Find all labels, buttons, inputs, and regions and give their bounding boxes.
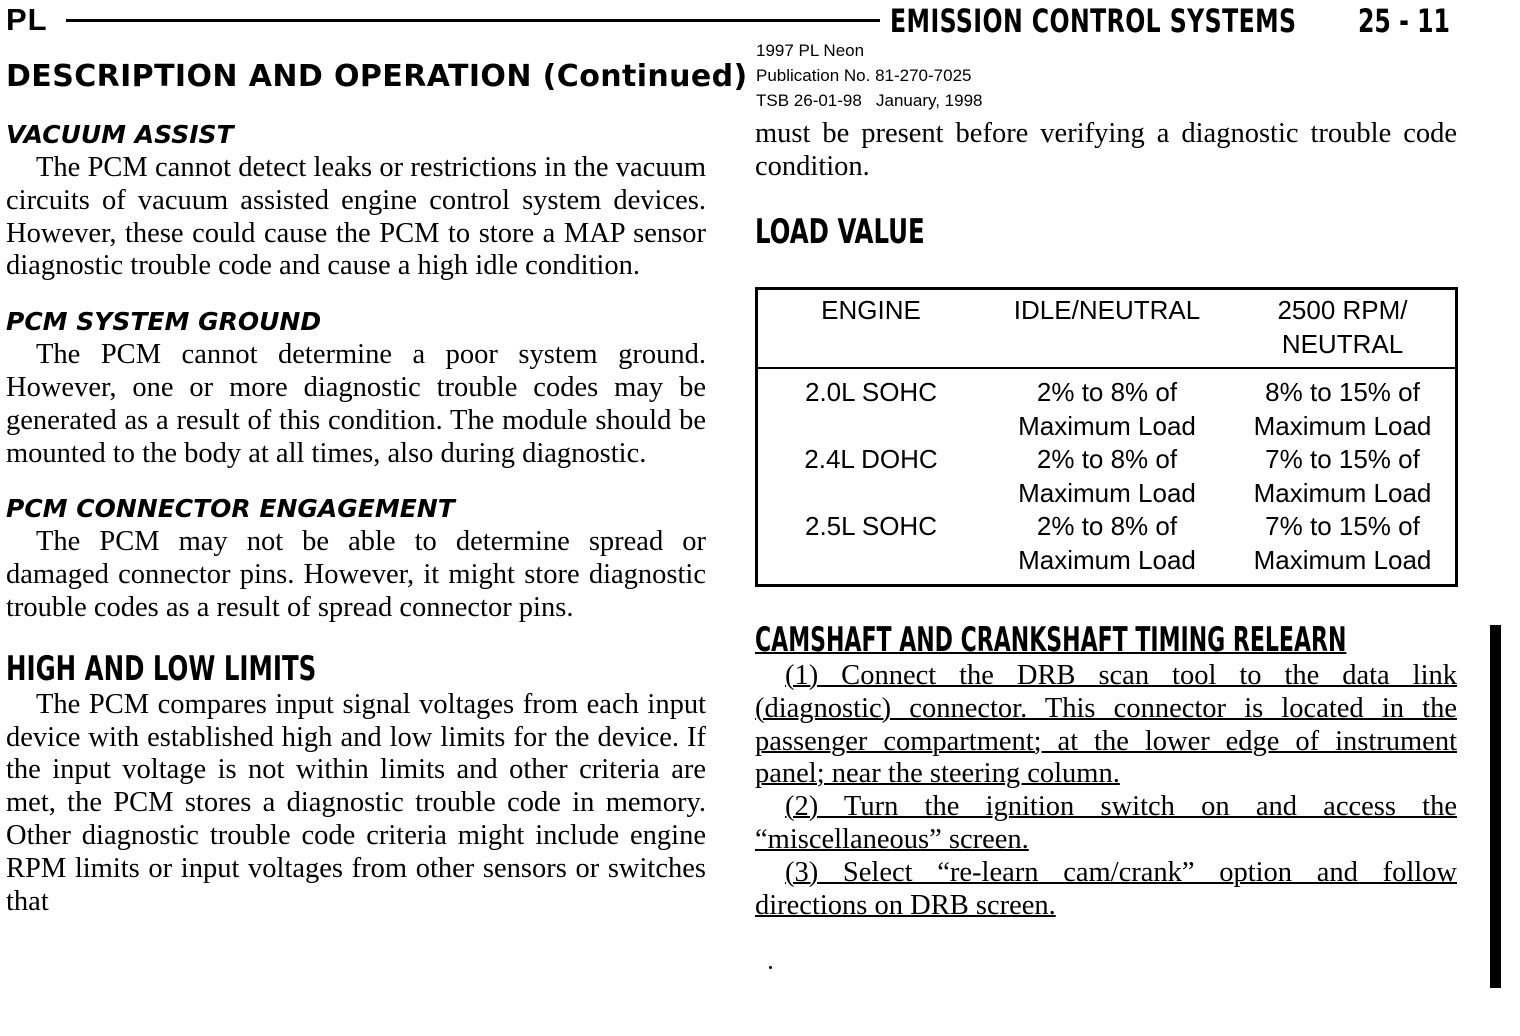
body-pcm-system-ground: The PCM cannot determine a poor system ground. However, one or more diagnostic trouble codes may be generated as a result of this condition. The module should be mounted to the body at all times, also during diagnostic. [6,339,706,469]
col-header-2500rpm: 2500 RPM/ NEUTRAL [1277,295,1408,359]
scan-speck [769,966,772,969]
relearn-step-3: (3) Select “re-learn cam/crank” option and follow directions on DRB screen. [755,856,1457,921]
col-header-engine: ENGINE [821,295,921,325]
revision-change-bar [1490,625,1501,988]
body-vacuum-assist: The PCM cannot detect leaks or restrictions in the vacuum circuits of vacuum assisted engine control system devices. However, these could cause the PCM to store a MAP sensor diagnostic trouble code and cause a high idle condition. [6,152,706,282]
body-high-low-limits: The PCM compares input signal voltages from each input device with established high and low limits for the device. If the input voltage is not within limits and other criteria are met, the PCM stores a diagnostic trouble code in memory. Other diagnostic trouble code criteria might include engine RPM limits or input voltages from other sensors or switches that [6,688,706,917]
left-column [6,118,706,918]
publication-tsb: TSB 26-01-98 January, 1998 [756,91,983,110]
section-pcm-system-ground [6,305,706,470]
header-page-number: 25 - 11 [1358,2,1450,40]
cell-2500rpm: 7% to 15% of Maximum Load [1253,511,1432,575]
load-value-table [755,287,1458,587]
cell-idle: 2% to 8% of Maximum Load [1018,444,1196,508]
header-chapter-title: EMISSION CONTROL SYSTEMS [890,2,1297,40]
heading-high-low-limits: HIGH AND LOW LIMITS [6,648,317,689]
cell-engine: 2.0L SOHC [805,377,937,407]
publication-info [756,38,983,113]
header-rule [66,19,880,22]
cell-idle: 2% to 8% of Maximum Load [1018,377,1196,441]
continued-text: must be present before verifying a diagnostic trouble code condition. [755,118,1457,182]
relearn-step-2: (2) Turn the ignition switch on and access the “miscellaneous” screen. [755,791,1457,855]
body-pcm-connector-engagement: The PCM may not be able to determine spread or damaged connector pins. However, it might store diagnostic trouble codes as a result of spread connector pins. [6,526,706,623]
heading-pcm-connector-engagement: PCM CONNECTOR ENGAGEMENT [6,494,455,524]
col-header-idle: IDLE/NEUTRAL [1013,295,1201,325]
relearn-step-1: (1) Connect the DRB scan tool to the data link (diagnostic) connector. This connector is located in the passenger compartment; at the lower edge of instrument panel; near the steering column. [755,660,1457,790]
publication-number: Publication No. 81-270-7025 [756,66,972,85]
publication-model: 1997 PL Neon [756,41,865,60]
cell-2500rpm: 7% to 15% of Maximum Load [1253,444,1432,508]
heading-load-value: LOAD VALUE [755,211,925,252]
header-model-code: PL [6,2,48,37]
section-high-low-limits [6,649,706,919]
section-vacuum-assist [6,118,706,283]
heading-vacuum-assist: VACUUM ASSIST [6,120,234,149]
heading-pcm-system-ground: PCM SYSTEM GROUND [6,307,322,337]
section-title: DESCRIPTION AND OPERATION (Continued) [6,59,748,94]
cell-idle: 2% to 8% of Maximum Load [1018,511,1196,575]
cell-2500rpm: 8% to 15% of Maximum Load [1253,377,1432,441]
table-header [758,290,1455,369]
right-column [755,118,1457,252]
heading-timing-relearn: CAMSHAFT AND CRANKSHAFT TIMING RELEARN [755,620,1347,660]
section-timing-relearn [755,620,1457,922]
section-pcm-connector-engagement [6,492,706,624]
cell-engine: 2.4L DOHC [804,444,938,474]
cell-engine: 2.5L SOHC [805,511,937,541]
